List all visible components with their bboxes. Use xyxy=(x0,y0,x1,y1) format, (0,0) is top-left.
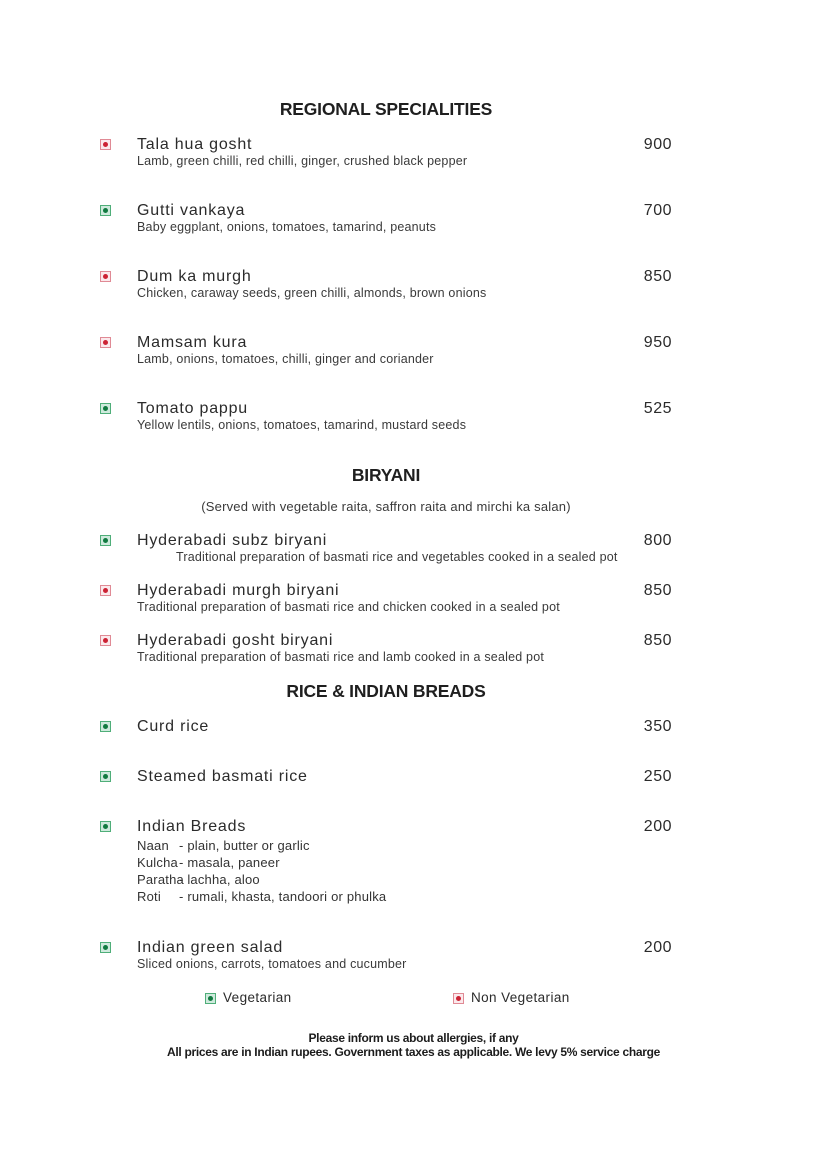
legend-vegetarian xyxy=(205,989,292,1007)
item-price: 850 xyxy=(643,582,672,599)
non-veg-dot xyxy=(103,588,108,593)
footer-notes xyxy=(0,1031,827,1059)
item-description: Yellow lentils, onions, tomatoes, tamarind, mustard seeds xyxy=(137,418,467,432)
item-name: Mamsam kura xyxy=(137,334,248,351)
legend-label: Vegetarian xyxy=(223,990,292,1005)
item-price: 950 xyxy=(643,334,672,351)
veg-icon xyxy=(100,403,111,414)
item-name: Hyderabadi murgh biryani xyxy=(137,582,340,599)
item-price: 200 xyxy=(643,939,672,956)
bread-name: Roti xyxy=(137,889,161,904)
veg-dot xyxy=(103,774,108,779)
section-title: RICE & INDIAN BREADS xyxy=(286,681,486,701)
item-name: Hyderabadi subz biryani xyxy=(137,532,328,549)
item-price: 850 xyxy=(643,632,672,649)
section-title: REGIONAL SPECIALITIES xyxy=(279,99,493,119)
item-price: 700 xyxy=(643,202,672,219)
menu-item xyxy=(100,817,672,905)
bread-name: Paratha xyxy=(137,872,184,887)
bread-variant xyxy=(137,871,672,888)
legend-non-vegetarian xyxy=(453,989,570,1007)
veg-dot xyxy=(103,824,108,829)
item-name: Hyderabadi gosht biryani xyxy=(137,632,334,649)
item-name: Tala hua gosht xyxy=(137,136,253,153)
veg-dot xyxy=(208,996,213,1001)
item-price: 350 xyxy=(643,718,672,735)
section-note: (Served with vegetable raita, saffron raita and mirchi ka salan) xyxy=(201,499,571,514)
veg-dot xyxy=(103,208,108,213)
menu-page xyxy=(100,99,672,1005)
item-name: Curd rice xyxy=(137,718,210,735)
veg-icon xyxy=(100,771,111,782)
menu-item xyxy=(100,717,672,736)
non-veg-icon xyxy=(100,635,111,646)
bread-options: - lachha, aloo xyxy=(179,872,260,887)
bread-variant xyxy=(137,854,672,871)
item-name: Indian Breads xyxy=(137,818,247,835)
item-description: Sliced onions, carrots, tomatoes and cucumber xyxy=(137,957,407,971)
section-regional-specialities xyxy=(100,99,672,433)
veg-dot xyxy=(103,724,108,729)
non-veg-dot xyxy=(103,340,108,345)
bread-options: - masala, paneer xyxy=(179,855,280,870)
menu-item xyxy=(100,267,672,301)
non-veg-dot xyxy=(456,996,461,1001)
item-name: Indian green salad xyxy=(137,939,284,956)
bread-options: - rumali, khasta, tandoori or phulka xyxy=(179,889,387,904)
non-veg-dot xyxy=(103,142,108,147)
item-description: Traditional preparation of basmati rice and vegetables cooked in a sealed pot xyxy=(176,550,618,564)
bread-name: Naan xyxy=(137,838,169,853)
non-veg-icon xyxy=(100,271,111,282)
item-name: Gutti vankaya xyxy=(137,202,246,219)
veg-icon xyxy=(100,205,111,216)
section-title: BIRYANI xyxy=(351,465,421,485)
menu-item xyxy=(100,581,672,615)
veg-dot xyxy=(103,406,108,411)
item-description: Lamb, green chilli, red chilli, ginger, crushed black pepper xyxy=(137,154,468,168)
item-name: Tomato pappu xyxy=(137,400,249,417)
non-veg-icon xyxy=(453,993,464,1004)
veg-icon xyxy=(100,942,111,953)
veg-dot xyxy=(103,538,108,543)
veg-dot xyxy=(103,945,108,950)
menu-item xyxy=(100,631,672,665)
item-price: 850 xyxy=(643,268,672,285)
legend-label: Non Vegetarian xyxy=(471,990,570,1005)
non-veg-dot xyxy=(103,274,108,279)
bread-name: Kulcha xyxy=(137,855,178,870)
bread-options: - plain, butter or garlic xyxy=(179,838,310,853)
bread-variant xyxy=(137,888,672,905)
item-name: Steamed basmati rice xyxy=(137,768,308,785)
non-veg-icon xyxy=(100,337,111,348)
item-price: 525 xyxy=(643,400,672,417)
item-price: 250 xyxy=(643,768,672,785)
bread-variant xyxy=(137,837,672,854)
item-description: Chicken, caraway seeds, green chilli, almonds, brown onions xyxy=(137,286,487,300)
bread-variants-list xyxy=(137,837,672,905)
item-name: Dum ka murgh xyxy=(137,268,252,285)
veg-icon xyxy=(205,993,216,1004)
veg-icon xyxy=(100,821,111,832)
item-price: 900 xyxy=(643,136,672,153)
pricing-note: All prices are in Indian rupees. Government taxes as applicable. We levy 5% service charge xyxy=(166,1045,660,1059)
allergy-note: Please inform us about allergies, if any xyxy=(308,1031,519,1045)
item-description: Traditional preparation of basmati rice and lamb cooked in a sealed pot xyxy=(137,650,545,664)
veg-icon xyxy=(100,721,111,732)
menu-item xyxy=(100,938,672,972)
non-veg-icon xyxy=(100,139,111,150)
veg-icon xyxy=(100,535,111,546)
non-veg-dot xyxy=(103,638,108,643)
diet-legend xyxy=(100,989,672,1005)
non-veg-icon xyxy=(100,585,111,596)
menu-item xyxy=(100,399,672,433)
menu-item xyxy=(100,135,672,169)
item-description: Traditional preparation of basmati rice and chicken cooked in a sealed pot xyxy=(137,600,560,614)
item-description: Baby eggplant, onions, tomatoes, tamarind, peanuts xyxy=(137,220,437,234)
menu-item xyxy=(100,767,672,786)
menu-item xyxy=(100,201,672,235)
item-description: Lamb, onions, tomatoes, chilli, ginger and coriander xyxy=(137,352,434,366)
menu-item xyxy=(100,531,672,565)
item-price: 200 xyxy=(643,818,672,835)
menu-item xyxy=(100,333,672,367)
section-biryani xyxy=(100,465,672,665)
item-price: 800 xyxy=(643,532,672,549)
section-rice-and-indian-breads xyxy=(100,681,672,972)
